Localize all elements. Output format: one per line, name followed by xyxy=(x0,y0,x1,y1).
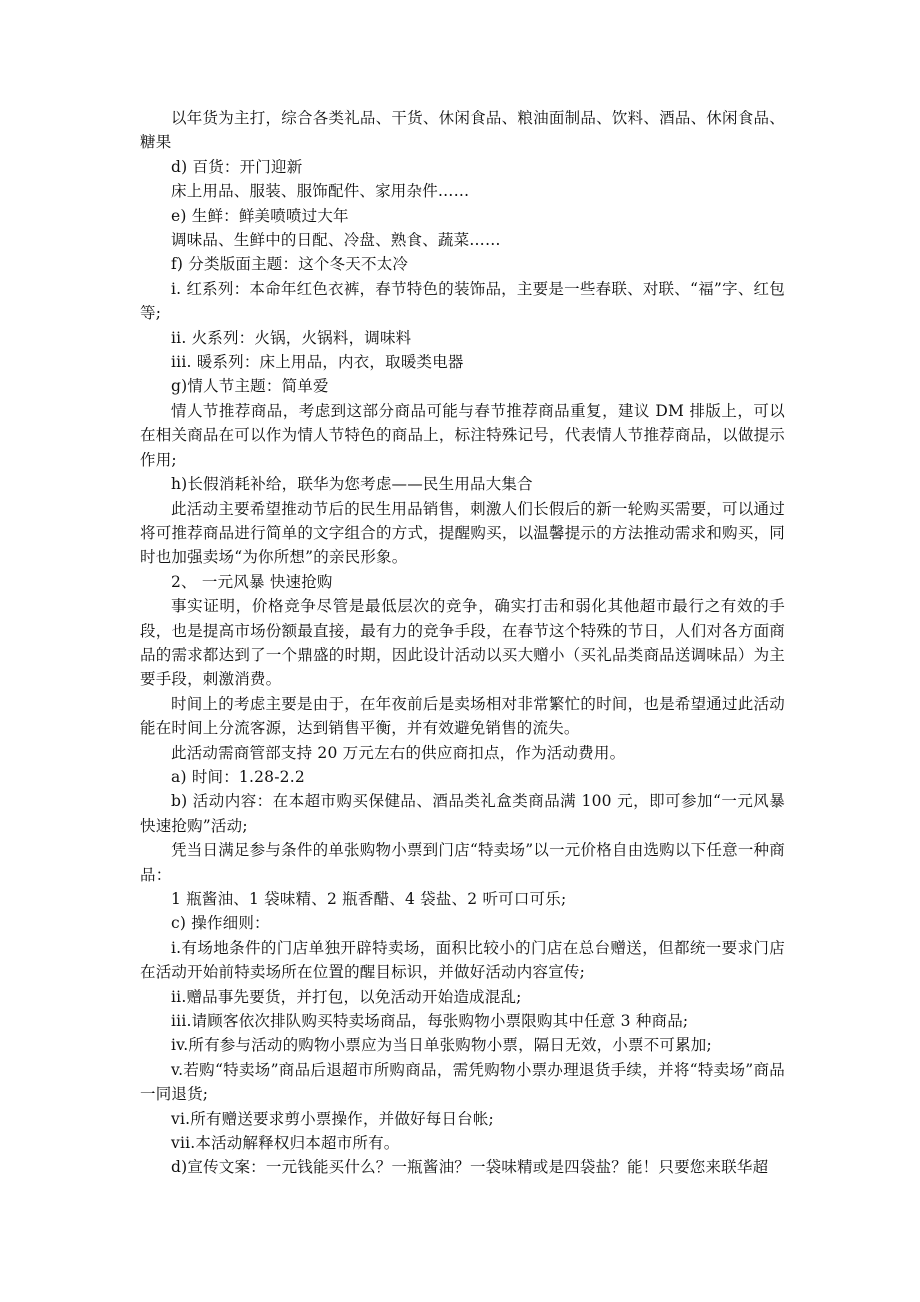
paragraph-price-competition: 事实证明，价格竞争尽管是最低层次的竞争，确实打击和弱化其他超市最行之有效的手段，也是提高市场份额最直接，最有力的竞争手段，在春节这个特殊的节日，人们对各方面商品的需求都达到了一个鼎盛的时期，因此设计活动以买大赠小（买礼品类商品送调味品）为主要手段，刺激消费。 xyxy=(140,597,785,689)
paragraph-copywriting: d)宣传文案：一元钱能买什么？一瓶酱油？一袋味精或是四袋盐？能！只要您来联华超 xyxy=(171,1158,769,1177)
paragraph-warm-series: iii. 暖系列：床上用品，内衣，取暖类电器 xyxy=(171,353,464,372)
paragraph-fresh-heading: e) 生鲜：鲜美喷喷过大年 xyxy=(171,206,349,225)
paragraph-fire-series: ii. 火系列：火锅，火锅料，调味料 xyxy=(171,328,412,347)
paragraph-rule-v: v.若购“特卖场”商品后退超市所购商品，需凭购物小票办理退货手续，并将“特卖场”商品一同退货; xyxy=(140,1060,785,1104)
paragraph-holiday-heading: h)长假消耗补给，联华为您考虑——民生用品大集合 xyxy=(171,475,533,494)
paragraph-operation-heading: c) 操作细则： xyxy=(171,914,270,933)
paragraph-item-list: 1 瓶酱油、1 袋味精、2 瓶香醋、4 袋盐、2 听可口可乐; xyxy=(171,890,567,908)
paragraph-timing: 时间上的考虑主要是由于，在年夜前后是卖场相对非常繁忙的时间，也是希望通过此活动能在时间上分流客源，达到销售平衡，并有效避免销售的流失。 xyxy=(140,694,785,738)
paragraph-rule-ii: ii.赠品事先要货，并打包，以免活动开始造成混乱; xyxy=(171,987,522,1006)
paragraph-activity-content: b) 活动内容：在本超市购买保健品、酒品类礼盒类商品满 100 元，即可参加“一元风暴 快速抢购”活动; xyxy=(140,792,785,835)
paragraph-valentine-body: 情人节推荐商品，考虑到这部分商品可能与春节推荐商品重复，建议 DM 排版上，可以在相关商品在可以作为情人节特色的商品上，标注特殊记号，代表情人节推荐商品，以做提示作用; xyxy=(140,401,785,469)
paragraph-rule-vii: vii.本活动解释权归本超市所有。 xyxy=(171,1134,400,1153)
paragraph-rule-iv: iv.所有参与活动的购物小票应为当日单张购物小票，隔日无效，小票不可累加; xyxy=(171,1036,712,1055)
paragraph-time-range: a) 时间：1.28-2.2 xyxy=(171,767,305,786)
paragraph-rule-iii: iii.请顾客依次排队购买特卖场商品，每张购物小票限购其中任意 3 种商品; xyxy=(171,1012,689,1031)
paragraph-section-2-heading: 2、 一元风暴 快速抢购 xyxy=(171,572,333,591)
paragraph-red-series: i. 红系列：本命年红色衣裤，春节特色的装饰品，主要是一些春联、对联、“福”字、红包等; xyxy=(140,279,785,323)
paragraph-valentine-heading: g)情人节主题：简单爱 xyxy=(171,377,329,396)
paragraph-gift-categories: 以年货为主打，综合各类礼品、干货、休闲食品、粮油面制品、饮料、酒品、休闲食品、糖果 xyxy=(140,109,785,152)
paragraph-general-merchandise-items: 床上用品、服装、服饰配件、家用杂件…… xyxy=(171,182,470,201)
paragraph-budget: 此活动需商管部支持 20 万元左右的供应商扣点，作为活动费用。 xyxy=(171,743,626,762)
paragraph-fresh-items: 调味品、生鲜中的日配、冷盘、熟食、蔬菜…… xyxy=(171,231,501,250)
paragraph-rule-vi: vi.所有赠送要求剪小票操作，并做好每日台帐; xyxy=(171,1109,494,1128)
paragraph-rule-i: i.有场地条件的门店单独开辟特卖场，面积比较小的门店在总台赠送，但都统一要求门店在活动开始前特卖场所在位置的醒目标识，并做好活动内容宣传; xyxy=(140,938,785,982)
paragraph-holiday-body: 此活动主要希望推动节后的民生用品销售，刺激人们长假后的新一轮购买需要，可以通过将可推荐商品进行简单的文字组合的方式，提醒购买，以温馨提示的方法推动需求和购买，同时也加强卖场“为你所想”的亲民形象。 xyxy=(140,499,785,567)
paragraph-receipt-rule: 凭当日满足参与条件的单张购物小票到门店“特卖场”以一元价格自由选购以下任意一种商品： xyxy=(140,841,785,884)
paragraph-general-merchandise-heading: d) 百货：开门迎新 xyxy=(171,157,303,176)
document-page xyxy=(140,106,785,1180)
paragraph-theme-heading: f) 分类版面主题：这个冬天不太冷 xyxy=(171,255,409,274)
